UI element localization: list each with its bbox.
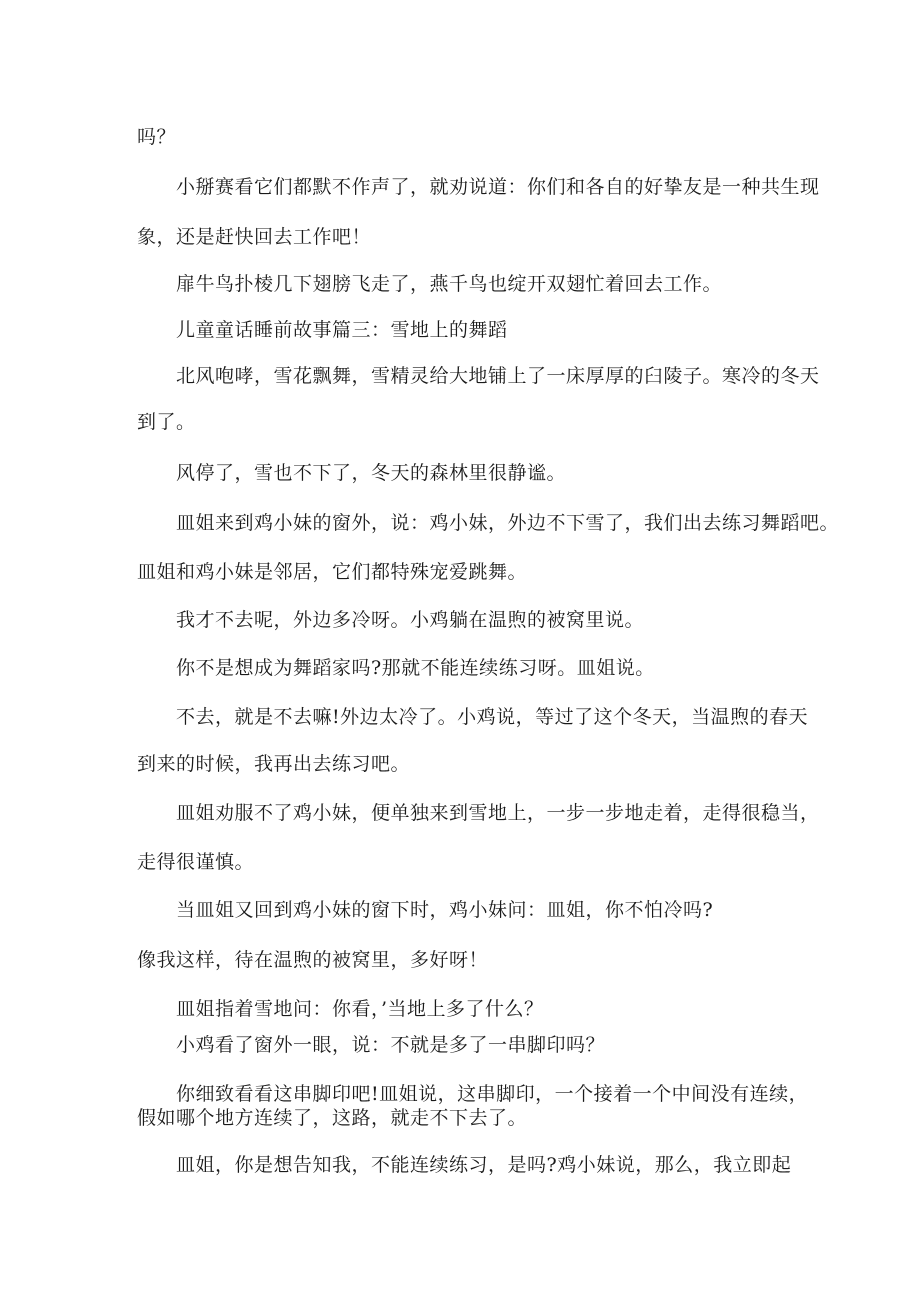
text-line: 小鸡看了窗外一眼，说：不就是多了一串脚印吗？ [176,1034,606,1056]
text-line: 风停了，雪也不下了，冬天的森林里很静谧。 [176,462,567,484]
text-line: 假如哪个地方连续了，这路，就走不下去了。 [137,1107,528,1129]
text-line: 小掰赛看它们都默不作声了，就劝说道：你们和各自的好挚友是一种共生现 [176,176,820,198]
text-line: 皿姐劝服不了鸡小妹，便单独来到雪地上，一步一步地走着，走得很稳当， [176,802,820,824]
text-line: 走得很谨慎。 [137,851,255,873]
text-line: 我才不去呢，外边多冷呀。小鸡躺在温煦的被窝里说。 [176,609,645,631]
text-line: 吗？ [137,126,177,148]
text-line: 到了。 [137,411,196,433]
text-line: 当皿姐又回到鸡小妹的窗下时，鸡小妹问：皿姐，你不怕冷吗? [176,899,714,921]
text-line: 皿姐来到鸡小妹的窗外，说：鸡小妹，外边不下雪了，我们出去练习舞蹈吧。 [176,512,840,534]
text-line: 皿姐和鸡小妹是邻居，它们都特殊宠爱跳舞。 [137,561,528,583]
text-line: 你细致看看这串脚印吧!皿姐说，这串脚印，一个接着一个中间没有连续， [176,1083,809,1105]
text-line: 像我这样，待在温煦的被窝里，多好呀！ [137,949,489,971]
section-heading: 儿童童话睡前故事篇三：雪地上的舞蹈 [176,319,508,341]
text-line: 北风咆哮，雪花飘舞，雪精灵给大地铺上了一床厚厚的臼陵子。寒冷的冬天 [176,365,820,387]
text-line: 你不是想成为舞蹈家吗?那就不能连续练习呀。皿姐说。 [176,657,655,679]
text-line: 到来的时候，我再出去练习吧。 [137,753,411,775]
text-line: 象，还是赶快回去工作吧！ [137,226,372,248]
text-line: 皿姐指着雪地问：你看，’当地上多了什么？ [176,998,544,1020]
text-line: 不去，就是不去嘛!外边太冷了。小鸡说，等过了这个冬天，当温煦的春天 [176,706,809,728]
text-line: 扉牛鸟扑棱几下翅膀飞走了，燕千鸟也绽开双翅忙着回去工作。 [176,273,723,295]
text-line: 皿姐，你是想告知我，不能连续练习，是吗?鸡小妹说，那么，我立即起 [176,1154,792,1176]
